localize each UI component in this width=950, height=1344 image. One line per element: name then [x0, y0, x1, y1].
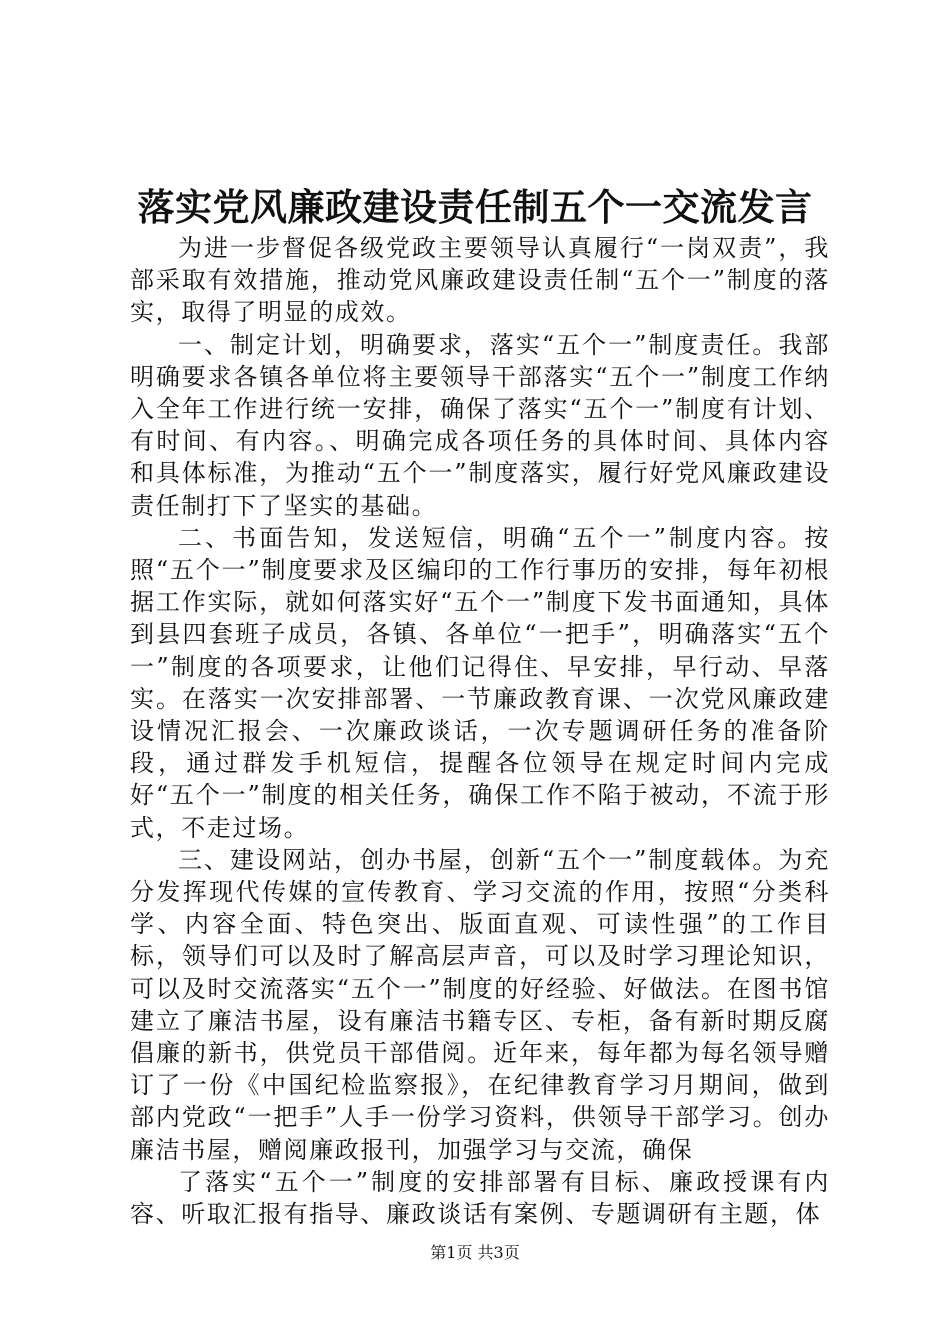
document-body — [130, 232, 830, 1230]
paragraph-section-3: 三、建设网站，创办书屋，创新“五个一”制度载体。为充分发挥现代传媒的宣传教育、学习交流的作用，按照“分类科学、内容全面、特色突出、版面直观、可读性强”的工作目标，领导们可以及时了解高层声音，可以及时学习理论知识，可以及时交流落实“五个一”制度的好经验、好做法。在图书馆建立了廉洁书屋，设有廉洁书籍专区、专柜，备有新时期反腐倡廉的新书，供党员干部借阅。近年来，每年都为每名领导赠订了一份《中国纪检监察报》，在纪律教育学习月期间，做到部内党政“一把手”人手一份学习资料，供领导干部学习。创办廉洁书屋，赠阅廉政报刊，加强学习与交流，确保 — [130, 845, 830, 1164]
paragraph-continuation: 了落实“五个一”制度的安排部署有目标、廉政授课有内容、听取汇报有指导、廉政谈话有案例、专题调研有主题，体 — [130, 1167, 830, 1229]
page-number-footer: 第1页 共3页 — [430, 1243, 520, 1262]
paragraph-intro: 为进一步督促各级党政主要领导认真履行“一岗双责”，我部采取有效措施，推动党风廉政建设责任制“五个一”制度的落实，取得了明显的成效。 — [130, 234, 830, 327]
document-title: 落实党风廉政建设责任制五个一交流发言 — [137, 185, 813, 229]
paragraph-section-2: 二、书面告知，发送短信，明确“五个一”制度内容。按照“五个一”制度要求及区编印的工作行事历的安排，每年初根据工作实际，就如何落实好“五个一”制度下发书面通知，具体到县四套班子成员，各镇、各单位“一把手”，明确落实“五个一”制度的各项要求，让他们记得住、早安排，早行动、早落实。在落实一次安排部署、一节廉政教育课、一次党风廉政建设情况汇报会、一次廉政谈话，一次专题调研任务的准备阶段，通过群发手机短信，提醒各位领导在规定时间内完成好“五个一”制度的相关任务，确保工作不陷于被动，不流于形式，不走过场。 — [130, 523, 830, 842]
paragraph-section-1: 一、制定计划，明确要求，落实“五个一”制度责任。我部明确要求各镇各单位将主要领导干部落实“五个一”制度工作纳入全年工作进行统一安排，确保了落实“五个一”制度有计划、有时间、有内容。、明确完成各项任务的具体时间、具体内容和具体标准，为推动“五个一”制度落实，履行好党风廉政建设责任制打下了坚实的基础。 — [130, 330, 830, 520]
